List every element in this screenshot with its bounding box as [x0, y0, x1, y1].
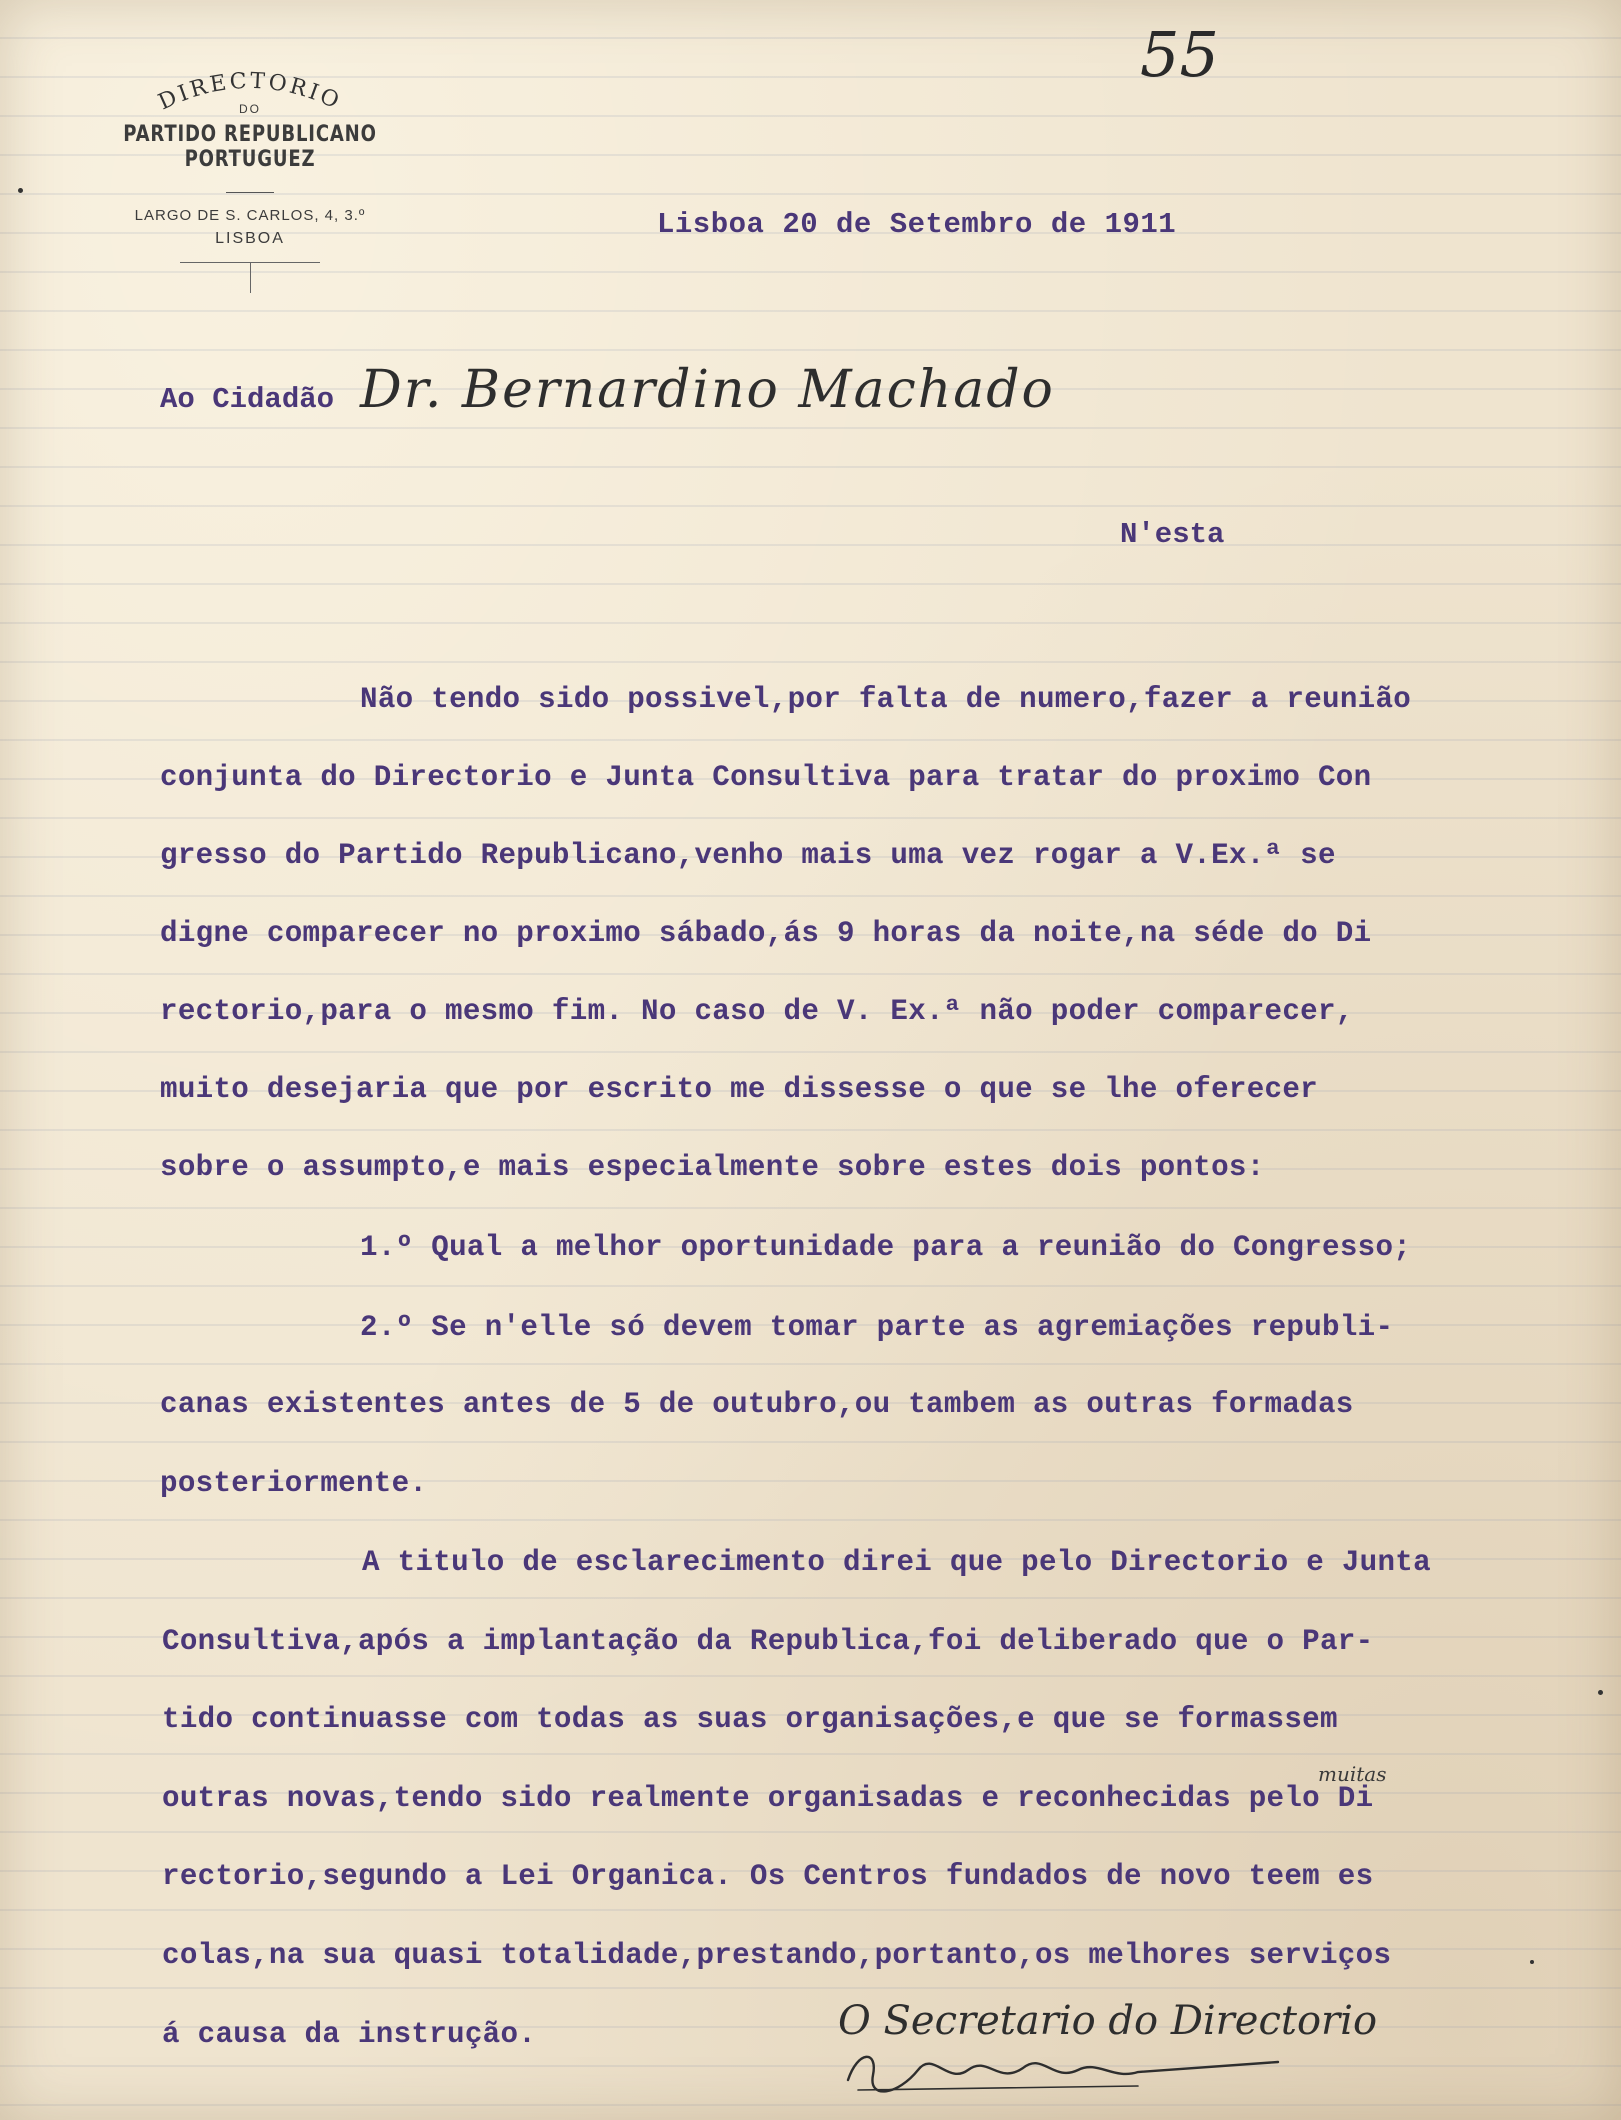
body-line: colas,na sua quasi totalidade,prestando,portanto,os melhores serviços: [162, 1939, 1392, 1972]
body-line: muito desejaria que por escrito me dissesse o que se lhe oferecer: [160, 1073, 1318, 1106]
letterhead-address: LARGO DE S. CARLOS, 4, 3.º: [134, 207, 366, 224]
addressee-name: Dr. Bernardino Machado: [360, 360, 1055, 420]
body-line: digne comparecer no proximo sábado,ás 9 horas da noite,na séde do Di: [160, 917, 1372, 950]
letterhead-tick: [250, 263, 251, 293]
body-line: A titulo de esclarecimento direi que pelo Directorio e Junta: [362, 1546, 1431, 1579]
body-line: gresso do Partido Republicano,venho mais uma vez rogar a V.Ex.ª se: [160, 839, 1336, 872]
body-line: sobre o assumpto,e mais especialmente sobre estes dois pontos:: [160, 1151, 1265, 1184]
body-line: conjunta do Directorio e Junta Consultiva para tratar do proximo Con: [160, 761, 1372, 794]
letterhead-do: DO: [239, 102, 261, 116]
locality: N'esta: [1120, 518, 1225, 551]
letter-date: Lisboa 20 de Setembro de 1911: [657, 208, 1177, 241]
handwritten-insertion: muitas: [1318, 1762, 1387, 1786]
letterhead-org-name: DIRECTORIO: [154, 68, 346, 116]
body-line: outras novas,tendo sido realmente organisadas e reconhecidas pelo Di: [162, 1782, 1374, 1815]
body-line: rectorio,segundo a Lei Organica. Os Centros fundados de novo teem es: [162, 1860, 1374, 1893]
addressee-line: [160, 360, 1055, 420]
signature-title: O Secretario do Directorio: [838, 1998, 1378, 2044]
letterhead-city: LISBOA: [215, 230, 285, 247]
body-line: canas existentes antes de 5 de outubro,ou tambem as outras formadas: [160, 1388, 1354, 1421]
body-line: posteriormente.: [160, 1467, 428, 1500]
letterhead-rule: [226, 192, 274, 193]
body-line: rectorio,para o mesmo fim. No caso de V. Ex.ª não poder comparecer,: [160, 995, 1354, 1028]
body-line: tido continuasse com todas as suas organisações,e que se formassem: [162, 1703, 1338, 1736]
paper-speck: [1598, 1690, 1603, 1695]
signature-block: [838, 1998, 1438, 2118]
paper-speck: [1530, 1960, 1534, 1964]
body-line: á causa da instrução.: [162, 2018, 537, 2051]
body-line: Consultiva,após a implantação da Republica,foi deliberado que o Par-: [162, 1625, 1374, 1658]
body-line: 2.º Se n'elle só devem tomar parte as agremiações republi-: [360, 1311, 1394, 1344]
paper-speck: [18, 188, 23, 193]
folio-number: 55: [1140, 18, 1219, 91]
body-line: Não tendo sido possivel,por falta de numero,fazer a reunião: [360, 683, 1412, 716]
addressee-label: Ao Cidadão: [160, 383, 335, 416]
letterhead-party-name: PARTIDO REPUBLICANO PORTUGUEZ: [123, 122, 377, 172]
body-line: 1.º Qual a melhor oportunidade para a reunião do Congresso;: [360, 1231, 1412, 1264]
signature-scrawl: [838, 2040, 1308, 2100]
letterhead: [40, 60, 460, 293]
